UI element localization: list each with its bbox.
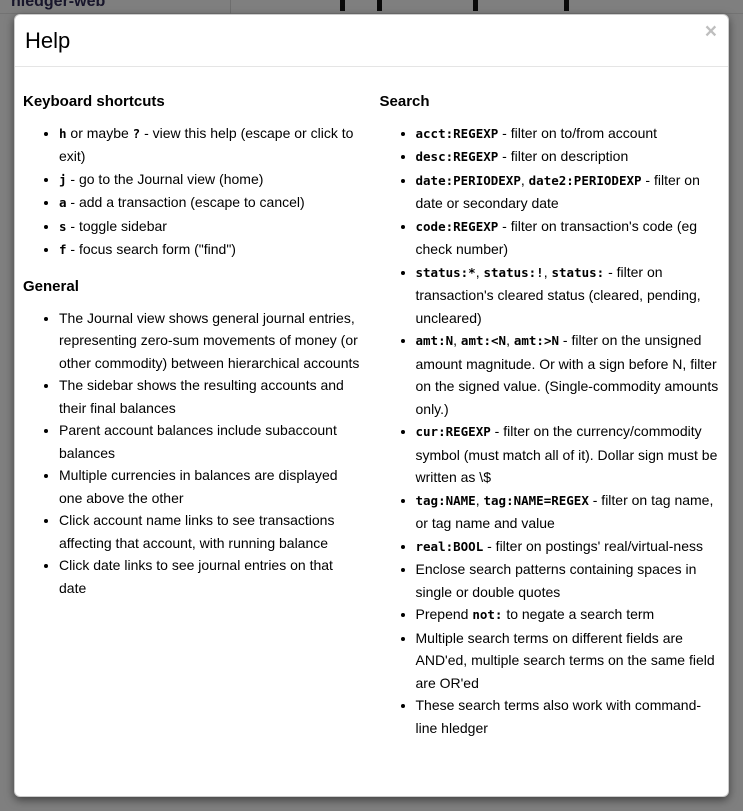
modal-column-left — [15, 77, 372, 610]
list-item: • Prepend not: to negate a search term — [416, 603, 721, 627]
code-term: amt:<N — [460, 333, 507, 348]
code-term: status:* — [415, 264, 476, 280]
list-item: • The sidebar shows the resulting accounts and their final balances — [59, 374, 364, 419]
list-item: • Enclose search patterns containing spaces in single or double quotes — [416, 558, 721, 603]
code-term: status:! — [483, 264, 544, 280]
code-term: f — [59, 242, 67, 257]
code-term: amt:N — [415, 333, 454, 348]
list-item: • h or maybe ? - view this help (escape or click to exit) — [59, 122, 364, 168]
section-list — [23, 307, 364, 600]
code-term: acct:REGEXP — [415, 125, 499, 141]
close-icon[interactable]: × — [704, 20, 717, 43]
section-heading: Keyboard shortcuts — [23, 92, 165, 110]
list-item: • a - add a transaction (escape to cancel) — [59, 191, 364, 215]
list-item: • amt:N, amt:<N, amt:>N - filter on the unsigned amount magnitude. Or with a sign before N, filter on the signed value. (Single-commodity amounts only.) — [416, 329, 721, 420]
code-term: date:PERIODEXP — [415, 172, 521, 188]
list-item: • Click date links to see journal entries on that date — [59, 554, 364, 599]
list-item: • acct:REGEXP - filter on to/from account — [416, 122, 721, 146]
code-term: j — [59, 171, 67, 187]
code-term: tag:NAME — [415, 492, 476, 508]
code-term: real:BOOL — [415, 538, 484, 554]
list-item: • status:*, status:!, status: - filter on transaction's cleared status (cleared, pending, uncleared) — [416, 261, 721, 330]
list-item: • desc:REGEXP - filter on description — [416, 145, 721, 169]
list-item: • Click account name links to see transactions affecting that account, with running balance — [59, 509, 364, 554]
modal-body — [15, 67, 728, 770]
list-item: • cur:REGEXP - filter on the currency/commodity symbol (must match all of it). Dollar sign must be written as \$ — [416, 420, 721, 489]
help-modal — [14, 14, 729, 797]
code-term: status: — [551, 264, 605, 280]
modal-title: Help — [25, 28, 71, 53]
code-term: not: — [472, 607, 503, 622]
code-term: amt:>N — [513, 333, 560, 348]
code-term: ? — [132, 125, 141, 141]
list-item: • f - focus search form ("find") — [59, 238, 364, 262]
list-item: • date:PERIODEXP, date2:PERIODEXP - filter on date or secondary date — [416, 169, 721, 215]
list-item: • tag:NAME, tag:NAME=REGEX - filter on tag name, or tag name and value — [416, 489, 721, 535]
list-item: • Multiple currencies in balances are displayed one above the other — [59, 464, 364, 509]
section-list — [23, 122, 364, 262]
list-item: • Multiple search terms on different fields are AND'ed, multiple search terms on the same field are OR'ed — [416, 627, 721, 695]
code-term: a — [59, 195, 67, 210]
code-term: cur:REGEXP — [415, 424, 491, 439]
modal-column-right — [372, 77, 729, 750]
code-term: code:REGEXP — [415, 218, 499, 234]
list-item: • The Journal view shows general journal entries, representing zero-sum movements of money (or other commodity) between hierarchical accounts — [59, 307, 364, 375]
section-heading: Search — [379, 92, 430, 110]
list-item: • Parent account balances include subaccount balances — [59, 419, 364, 464]
code-term: h — [59, 125, 67, 141]
section-heading: General — [23, 277, 79, 295]
list-item: • real:BOOL - filter on postings' real/virtual-ness — [416, 535, 721, 559]
code-term: tag:NAME=REGEX — [483, 492, 589, 508]
modal-header — [15, 15, 728, 67]
code-term: desc:REGEXP — [415, 149, 499, 164]
section-list — [380, 122, 721, 740]
code-term: date2:PERIODEXP — [528, 172, 642, 188]
code-term: s — [59, 218, 67, 234]
list-item: • code:REGEXP - filter on transaction's code (eg check number) — [416, 215, 721, 261]
list-item: • j - go to the Journal view (home) — [59, 168, 364, 192]
list-item: • s - toggle sidebar — [59, 215, 364, 239]
list-item: • These search terms also work with command-line hledger — [416, 694, 721, 739]
